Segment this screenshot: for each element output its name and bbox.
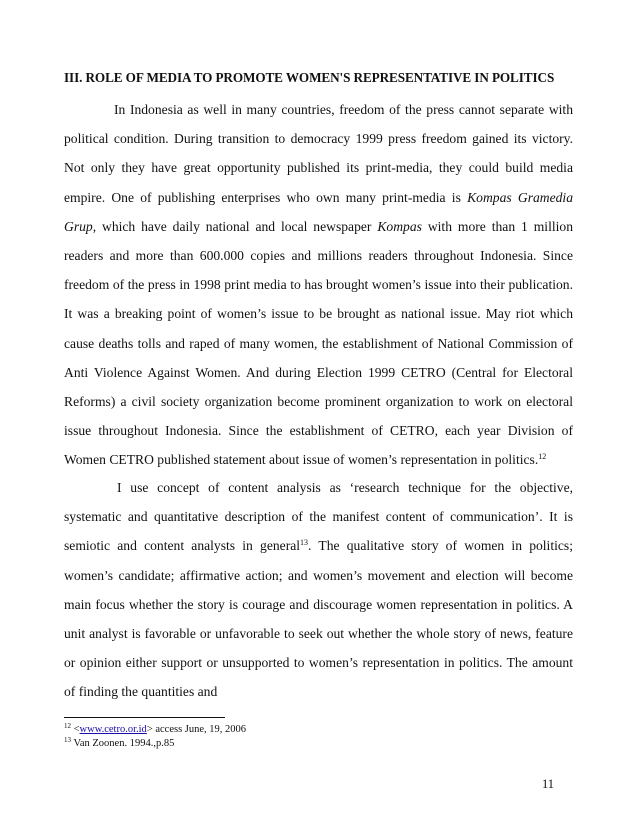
footnote-ref-13[interactable]: 13 [300,538,309,548]
p1-text-1: In Indonesia as well in many countries, freedom of the press cannot separate with political condition. During transition to democracy 1999 press freedom gained its victory. Not only they have great opportunity published its print-media, they could build media empire. One of publishing enterprises who own many print-media is [64,102,573,205]
p1-text-3: with more than 1 million readers and more than 600.000 copies and millions readers throughout Indonesia. Since freedom of the press in 1998 print media to has brought women’s issue into their publication. It was a breaking point of women’s issue to be brought as national issue. May riot which cause deaths tolls and raped of many women, the establishment of National Commission of Anti Violence Against Women. And during Election 1999 CETRO (Central for Electoral Reforms) a civil society organization become prominent organization to work on electoral issue throughout Indonesia. Since the establishment of CETRO, each year Division of Women CETRO published statement about issue of women’s representation in politics. [64,218,573,468]
footnote-separator [64,717,225,718]
page-number: 11 [542,777,555,791]
footnote-13-number: 13 [64,736,71,744]
footnote-12-pre: < [73,724,80,735]
footnote-12-post: > access June, 19, 2006 [146,724,247,735]
p2-text-1: I use concept of content analysis as ‘research technique for the objective, systematic and quantitative description of the manifest content of communication’. It is semiotic and content analysts in general [64,480,573,554]
footnote-12-number: 12 [64,722,71,730]
footnote-12 [64,724,246,735]
p1-italic-newspaper: Kompas [377,218,422,234]
section-heading: III. ROLE OF MEDIA TO PROMOTE WOMEN'S REPRESENTATIVE IN POLITICS [64,70,555,85]
paragraph-1 [64,95,573,475]
p1-text-2: , which have daily national and local newspaper [92,218,378,234]
footnote-ref-12[interactable]: 12 [538,452,547,462]
p1-italic-publisher: Kompas Gramedia Grup [64,189,574,234]
cetro-link[interactable]: www.cetro.or.id [79,724,147,735]
paragraph-2 [64,473,573,707]
footnote-13-text: Van Zoonen. 1994.,p.85 [73,738,175,749]
p2-text-2: . The qualitative story of women in politics; women’s candidate; affirmative action; and women’s movement and election will become main focus whether the story is courage and discourage women representation in politics. A unit analyst is favorable or unfavorable to seek out whether the whole story of news, feature or opinion either support or unsupported to women’s representation in politics. The amount of finding the quantities and [64,538,573,700]
footnote-13 [64,738,174,749]
